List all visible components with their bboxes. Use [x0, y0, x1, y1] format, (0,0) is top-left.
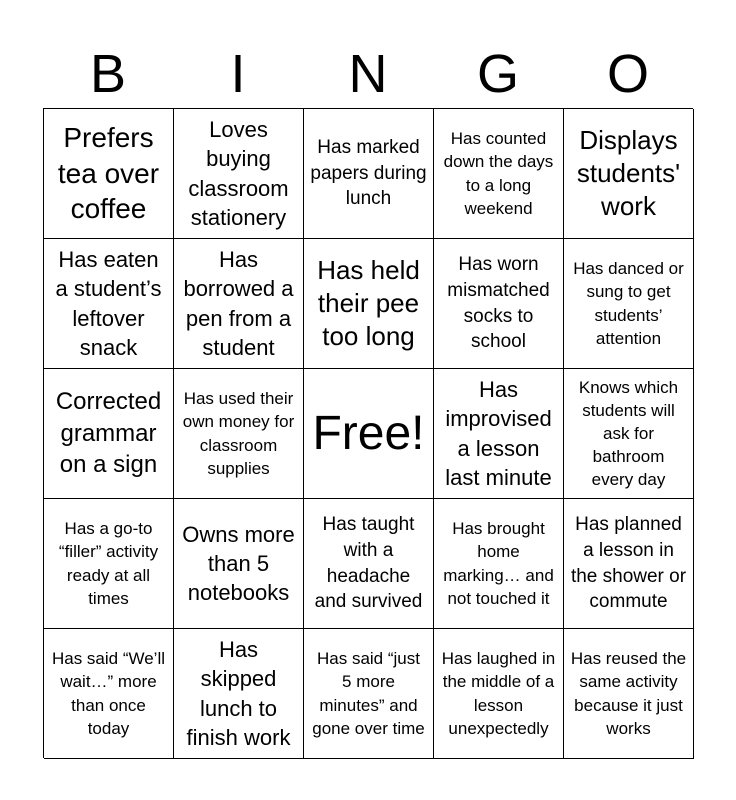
- cell-text: Has reused the same activity because it just works: [570, 649, 687, 738]
- free-space[interactable]: [304, 369, 434, 499]
- bingo-cell[interactable]: [44, 109, 174, 239]
- bingo-cell[interactable]: [304, 629, 434, 759]
- bingo-cell[interactable]: [304, 499, 434, 629]
- header-letter-b: B: [89, 44, 127, 104]
- cell-text: Knows which students will ask for bathroom every day: [578, 377, 679, 490]
- cell-text: Displays students' work: [576, 124, 681, 222]
- bingo-cell[interactable]: [174, 239, 304, 369]
- cell-text: Has planned a lesson in the shower or commute: [570, 514, 687, 613]
- bingo-cell[interactable]: [174, 499, 304, 629]
- cell-text: Has said “just 5 more minutes” and gone over time: [312, 649, 425, 738]
- bingo-cell[interactable]: [434, 239, 564, 369]
- bingo-cell[interactable]: [564, 239, 694, 369]
- bingo-cell[interactable]: [564, 629, 694, 759]
- cell-text: Has improvised a lesson last minute: [445, 377, 552, 490]
- cell-text: Has worn mismatched socks to school: [447, 254, 550, 353]
- cell-text: Has held their pee too long: [317, 254, 420, 352]
- cell-text: Prefers tea over coffee: [57, 121, 160, 225]
- bingo-cell[interactable]: [44, 239, 174, 369]
- bingo-cell[interactable]: [304, 239, 434, 369]
- bingo-cell[interactable]: [44, 629, 174, 759]
- cell-text: Has taught with a headache and survived: [314, 514, 423, 613]
- cell-text: Has skipped lunch to finish work: [186, 637, 291, 750]
- bingo-cell[interactable]: [564, 499, 694, 629]
- cell-text: Has danced or sung to get students’ attention: [573, 259, 684, 348]
- bingo-cell[interactable]: [564, 369, 694, 499]
- bingo-cell[interactable]: [174, 369, 304, 499]
- cell-text: Has used their own money for classroom supplies: [182, 389, 295, 478]
- header-letter-n: N: [348, 44, 388, 104]
- bingo-grid: [43, 108, 693, 758]
- cell-text: Corrected grammar on a sign: [55, 387, 162, 479]
- bingo-cell[interactable]: [44, 499, 174, 629]
- header-letter-g: G: [476, 44, 519, 104]
- bingo-cell[interactable]: [434, 499, 564, 629]
- bingo-cell[interactable]: [434, 369, 564, 499]
- bingo-cell[interactable]: [174, 629, 304, 759]
- cell-text: Has laughed in the middle of a lesson unexpectedly: [441, 649, 556, 738]
- bingo-cell[interactable]: [434, 109, 564, 239]
- cell-text: Loves buying classroom stationery: [188, 117, 289, 230]
- bingo-cell[interactable]: [304, 109, 434, 239]
- bingo-cell[interactable]: [174, 109, 304, 239]
- free-space-label: Free!: [312, 406, 425, 460]
- cell-text: Owns more than 5 notebooks: [182, 521, 295, 606]
- bingo-cell[interactable]: [564, 109, 694, 239]
- cell-text: Has brought home marking… and not touched it: [443, 519, 554, 608]
- header-letter-i: I: [230, 44, 246, 104]
- cell-text: Has a go-to “filler” activity ready at all times: [58, 519, 159, 608]
- bingo-cell[interactable]: [44, 369, 174, 499]
- cell-text: Has marked papers during lunch: [310, 137, 427, 210]
- cell-text: Has said “We’ll wait…” more than once today: [51, 649, 166, 738]
- cell-text: Has eaten a student’s leftover snack: [55, 247, 162, 360]
- header-letter-o: O: [606, 44, 649, 104]
- bingo-cell[interactable]: [434, 629, 564, 759]
- cell-text: Has counted down the days to a long weekend: [443, 129, 554, 218]
- bingo-header: [43, 40, 693, 108]
- cell-text: Has borrowed a pen from a student: [183, 247, 294, 360]
